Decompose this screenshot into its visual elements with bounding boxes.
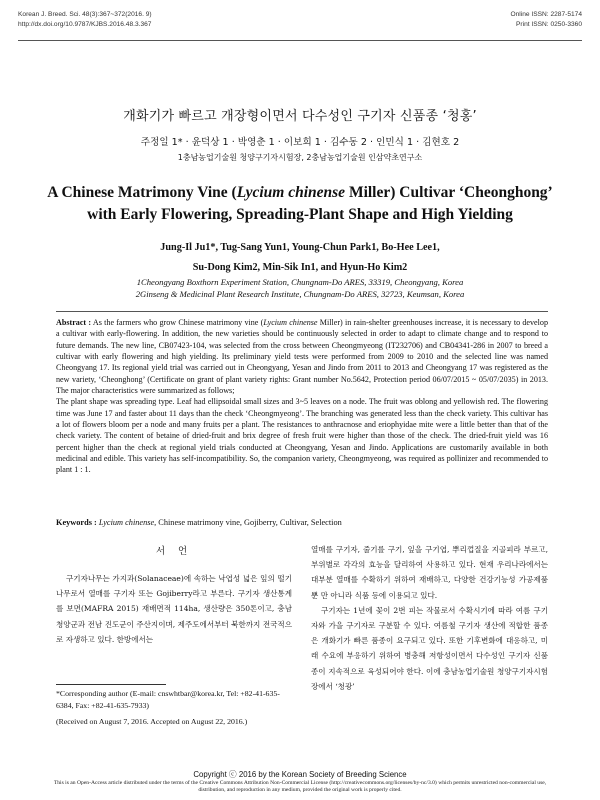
intro-column-right: 열매를 구기자, 줄기를 구기, 잎을 구기엽, 뿌리껍질을 지골피라 부르고, 부위별로 각각의 효능을 달리하여 사용하고 있다. 현재 우리나라에서는 대부분 열매를 수확하기 위하여 재배하고, 다양한 건강기능성 가공제품뿐 만 아니라 식품 등에 이용되고 있다. 구기자는 1년에 꽃이 2번 피는 작물로서 수확시기에 따라 여름 구기자와 가을 구기자로 구분할 수 있다. 여름철 구기자 생산에 적합한 품종은 개화기가 빠른 품종이 요구되고 있다. 또한 기후변화에 대응하고, 미래 수요에 부응하기 위하여 병충해 저항성이면서 다수성인 구기자 신품종이 지속적으로 육성되어야 한다. 이에 충남농업기술원 청양구기자시험장에서 ‘청광’ — [311, 545, 548, 691]
abstract-paragraph-2: The plant shape was spreading type. Leaf had ellipsoidal small sizes and 3~5 leaves on a node. The fruit was oblong and yellowish red. The flowering time was June 17 and faster about 11 days than the check ‘Cheongmyeong’. The branching was generated less than the check variety. This cultivar has a lot of flowers bloom per a node and many fruits per a plant. The resistances to anthracnose and eriophyidae mite were a little better than that of the check variety. The content of betaine of dried-fruit and brix degree of fresh fruit were higher than those of the check. The dried-fruit yield was 16 percent higher than the check at regional yield trials conducted at Cheongyang, Yesan and Jindo. Applications are customarily available in both medicinal and edible. This variety has self-incompatibility. So, the companion variety, Cheongmyeong, was required as pollinizer and recommended to plant 1 : 1. — [56, 397, 548, 475]
abstract: Abstract : As the farmers who grow Chinese matrimony vine (Lycium chinense Miller) in rain-shelter greenhouses increase, it is necessary to develop a cultivar with early-flowering. In addition, the new varieties should be continuously selected in order to adapt to climate change and to respond to future demands. The new line, CB07423-104, was selected from the cross between Cheongmyeong (IT232706) and CB04341-286 in 2007 to breed a cultivar with early flowering and high yielding. Its preliminary yield tests were performed from 2009 to 2010 and the selected line was named Cheongyang 17. Its regional yield trial was carried out in Cheongyang, Yesan and Jindo from 2011 to 2013 and Cheongyang 17 was registered as the new variety, ‘Cheonghong’ (Certificate on grant of plant variety rights: Grant number No.5642, Protection period 06/07/2015 ~ 05/07/2035) in 2013. The major characteristics were summarized as follows; The plant shape was spreading type. Leaf had ellipsoidal small sizes and 3~5 leaves on a node. The fruit was oblong and yellowish red. The flowering time was June 17 and faster about 11 days than the check ‘Cheongmyeong’. The branching was generated less than the check variety. This cultivar has a lot of flowers bloom per a node and many fruits per a plant. The resistances to anthracnose and eriophyidae mite were a little better than that of the check variety. The content of betaine of dried-fruit and brix degree of fresh fruit were higher than those of the check. The dried-fruit yield was 16 percent higher than the check at regional yield trials conducted at Cheongyang, Yesan and Jindo. Applications are customarily available in both medicinal and edible. This variety has self-incompatibility. So, the companion variety, Cheongmyeong, was required as pollinizer and recommended to plant 1 : 1. — [56, 318, 548, 475]
journal-volume: Korean J. Breed. Sci. 48(3):367~372(2016. 9) — [18, 11, 152, 18]
print-issn: Print ISSN: 0250-3360 — [516, 21, 582, 28]
running-header — [18, 10, 582, 40]
header-rule — [18, 40, 582, 41]
keywords: Keywords : Lycium chinense, Chinese matrimony vine, Gojiberry, Cultivar, Selection — [56, 518, 342, 527]
intro-column-left: 구기자나무는 가지과(Solanaceae)에 속하는 낙엽성 넓은 잎의 떨기나무로서 열매를 구기자 또는 Gojiberry라고 부른다. 구기자 생산통계를 보면(MAFRA 2015) 재배면적 114ha, 생산량은 350톤이고, 충남 청양군과 전남 진도군이 주산지이며, 제주도에서부터 북한까지 전국적으로 자생하고 있다. 한방에서는 — [56, 574, 292, 644]
license-text: This is an Open-Access article distributed under the terms of the Creative Commons Attribution Non-Commercial License (http://creativecommons.org/licenses/by-nc/3.0) which permits unrestricted non-commercial use, distribution, and reproduction in any medium, provided the original work is properly cited. — [53, 780, 547, 793]
abstract-top-rule — [56, 311, 548, 312]
doi-link[interactable]: http://dx.doi.org/10.9787/KJBS.2016.48.3.367 — [18, 21, 152, 28]
english-title: A Chinese Matrimony Vine (Lycium chinense Miller) Cultivar ‘Cheonghong’ with Early Flowering, Spreading-Plant Shape and High Yielding — [47, 184, 553, 223]
korean-title: 개화기가 빠르고 개장형이면서 다수성인 구기자 신품종 ‘청홍’ — [123, 109, 477, 124]
received-dates: (Received on August 7, 2016. Accepted on August 22, 2016.) — [56, 717, 248, 726]
english-authors: Jung-Il Ju1*, Tug-Sang Yun1, Young-Chun Park1, Bo-Hee Lee1, Su-Dong Kim2, Min-Sik In1, and Hyun-Ho Kim2 — [160, 242, 440, 273]
korean-affiliations: 1충남농업기술원 청양구기자시험장, 2충남농업기술원 인삼약초연구소 — [177, 153, 423, 162]
korean-authors: 주정일 1* · 윤덕상 1 · 박영춘 1 · 이보희 1 · 김수동 2 · 인민식 1 · 김현호 2 — [140, 137, 460, 148]
online-issn: Online ISSN: 2287-5174 — [510, 11, 582, 18]
english-affiliations: 1Cheongyang Boxthorn Experiment Station, Chungnam-Do ARES, 33319, Cheongyang, Korea 2Ginseng & Medicinal Plant Research Institute, Chungnam-Do ARES, 32723, Keumsan, Korea — [135, 277, 465, 299]
corresponding-author: *Corresponding author (E-mail: cnswhtbar@korea.kr, Tel: +82-41-635-6384, Fax: +82-41-635-7933) — [56, 689, 280, 710]
abstract-label: Abstract : — [56, 318, 92, 327]
copyright: Copyright ⓒ 2016 by the Korean Society of Breeding Science — [193, 770, 407, 779]
species-name: Lycium chinense — [236, 184, 346, 201]
footnote-rule — [56, 684, 166, 685]
journal-citation — [18, 10, 152, 30]
section-heading: 서 언 — [155, 546, 193, 557]
issn-block — [511, 10, 582, 30]
